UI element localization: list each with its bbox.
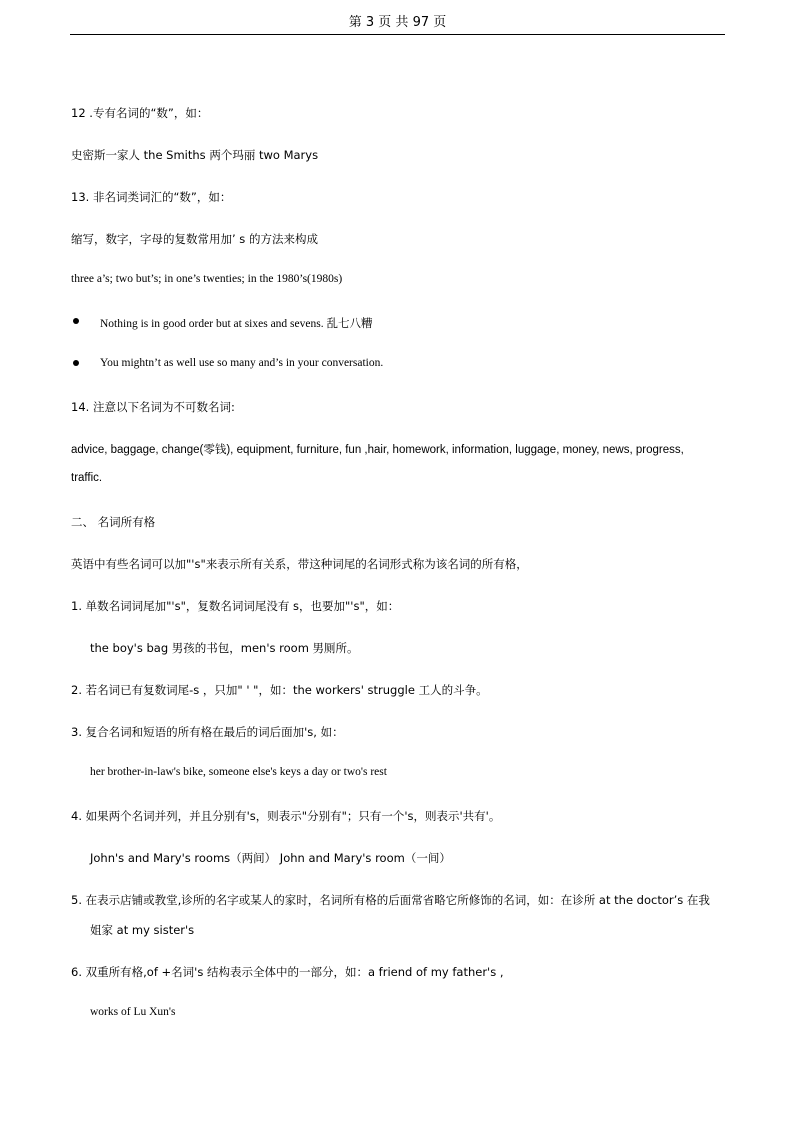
page-header xyxy=(70,0,725,35)
page-prefix: 第 xyxy=(348,15,362,30)
section-heading-possessive: 二、 名词所有格 xyxy=(71,515,156,529)
total-pages: 97 xyxy=(412,15,430,30)
section-intro: 英语中有些名词可以加"'s"来表示所有关系，带这种词尾的名词形式称为该名词的所有格， xyxy=(71,557,528,571)
description-13: 缩写，数字，字母的复数常用加’ s 的方法来构成 xyxy=(71,232,318,246)
uncountable-list-line-1: advice, baggage, change(零钱), equipment, furniture, fun ,hair, homework, information, luggage, money, news, progress, xyxy=(71,444,684,456)
heading-12: 12 .专有名词的“数”，如： xyxy=(71,106,209,120)
rule-5-line-1: 5. 在表示店铺或教堂,诊所的名字或某人的家时，名词所有格的后面常省略它所修饰的名词，如：在诊所 at the doctor’s 在我 xyxy=(71,893,710,907)
example-12: 史密斯一家人 the Smiths 两个玛丽 two Marys xyxy=(71,148,319,162)
rule-4: 4. 如果两个名词并列，并且分别有's，则表示"分别有"；只有一个's，则表示'共有'。 xyxy=(71,809,501,823)
rule-1: 1. 单数名词词尾加"'s"，复数名词词尾没有 s，也要加"'s"，如： xyxy=(71,599,400,613)
bullet-icon xyxy=(73,360,79,366)
rule-5-line-2: 姐家 at my sister's xyxy=(90,923,195,937)
example-13: three a’s; two but’s; in one’s twenties; in the 1980’s(1980s) xyxy=(71,273,343,285)
rule-4-example: John's and Mary's rooms（两间） John and Mary's room（一间） xyxy=(90,851,451,865)
rule-6: 6. 双重所有格,of +名词's 结构表示全体中的一部分，如：a friend of my father's , xyxy=(71,965,504,979)
uncountable-list-line-2: traffic. xyxy=(71,472,103,484)
rule-3-example: her brother-in-law's bike, someone else's keys a day or two's rest xyxy=(90,766,387,778)
current-page-number: 3 xyxy=(365,15,375,30)
rule-1-example: the boy's bag 男孩的书包，men's room 男厕所。 xyxy=(90,641,359,655)
rule-3: 3. 复合名词和短语的所有格在最后的词后面加's, 如： xyxy=(71,725,344,739)
page-middle: 页 共 xyxy=(378,15,409,30)
bullet-item-2: You mightn’t as well use so many and’s in your conversation. xyxy=(100,357,384,369)
bullet-icon xyxy=(73,318,79,324)
bullet-item-1: Nothing is in good order but at sixes and sevens. 乱七八糟 xyxy=(100,318,373,330)
heading-14: 14. 注意以下名词为不可数名词: xyxy=(71,400,235,414)
page-suffix: 页 xyxy=(433,15,447,30)
heading-13: 13. 非名词类词汇的“数”，如： xyxy=(71,190,232,204)
rule-6-example: works of Lu Xun's xyxy=(90,1006,176,1018)
rule-2: 2. 若名词已有复数词尾-s ，只加" ' "，如：the workers' struggle 工人的斗争。 xyxy=(71,683,488,697)
